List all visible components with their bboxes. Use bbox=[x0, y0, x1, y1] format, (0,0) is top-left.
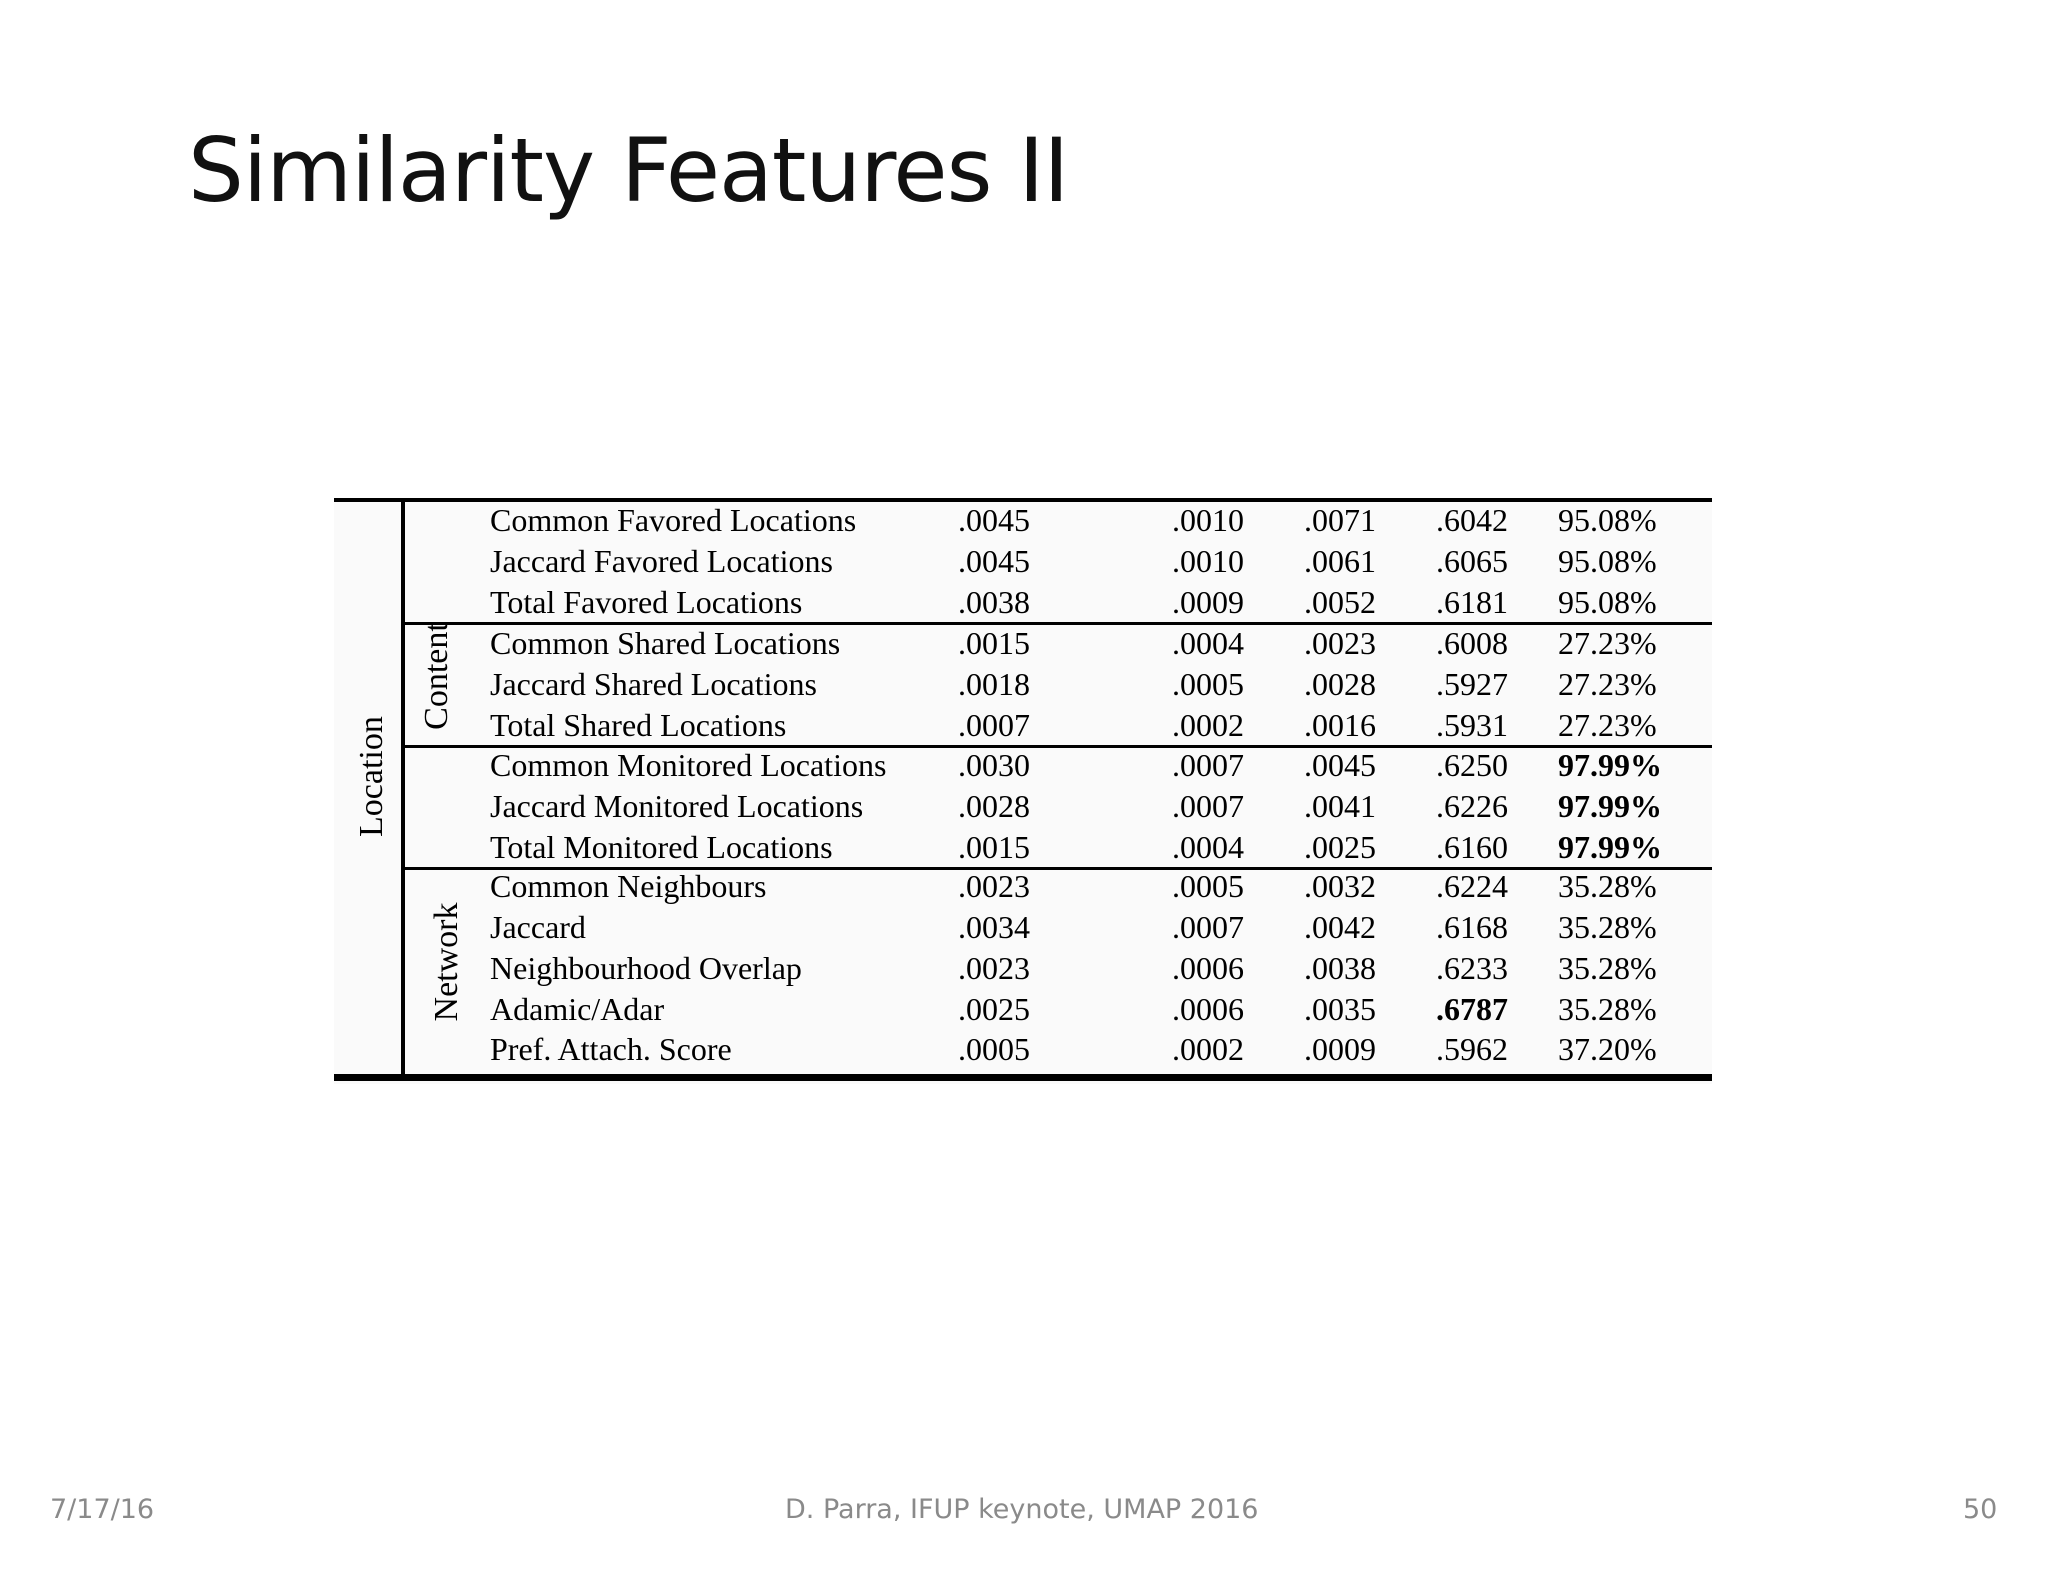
row-value-3: .0045 bbox=[1304, 747, 1376, 783]
row-value-3: .0032 bbox=[1304, 868, 1376, 904]
row-feature-name: Jaccard bbox=[490, 909, 586, 945]
table-row bbox=[0, 541, 1712, 581]
row-value-2: .0010 bbox=[1172, 543, 1244, 579]
row-value-3: .0028 bbox=[1304, 666, 1376, 702]
row-value-2: .0004 bbox=[1172, 829, 1244, 865]
slide-title: Similarity Features II bbox=[188, 119, 1069, 222]
row-value-2: .0009 bbox=[1172, 584, 1244, 620]
row-value-1: .0030 bbox=[958, 747, 1030, 783]
footer-page-number: 50 bbox=[1963, 1494, 1998, 1525]
table-row bbox=[0, 989, 1712, 1029]
row-value-2: .0010 bbox=[1172, 502, 1244, 538]
row-feature-name: Common Shared Locations bbox=[490, 625, 841, 661]
row-feature-name: Neighbourhood Overlap bbox=[490, 950, 802, 986]
table-row bbox=[0, 745, 1712, 785]
row-value-5: 27.23% bbox=[1558, 707, 1657, 743]
row-value-4: .5962 bbox=[1436, 1031, 1508, 1067]
row-value-1: .0023 bbox=[958, 950, 1030, 986]
footer-date: 7/17/16 bbox=[50, 1494, 155, 1525]
footer-center-text: D. Parra, IFUP keynote, UMAP 2016 bbox=[785, 1494, 1259, 1525]
row-value-2: .0007 bbox=[1172, 747, 1244, 783]
row-value-4: .6787 bbox=[1436, 991, 1508, 1027]
row-value-3: .0038 bbox=[1304, 950, 1376, 986]
table-row bbox=[0, 907, 1712, 947]
row-value-2: .0002 bbox=[1172, 1031, 1244, 1067]
row-value-3: .0071 bbox=[1304, 502, 1376, 538]
row-value-3: .0061 bbox=[1304, 543, 1376, 579]
table-row bbox=[0, 827, 1712, 867]
row-value-1: .0015 bbox=[958, 625, 1030, 661]
row-feature-name: Common Neighbours bbox=[490, 868, 767, 904]
row-value-4: .6168 bbox=[1436, 909, 1508, 945]
row-value-5: 95.08% bbox=[1558, 502, 1657, 538]
row-value-4: .6224 bbox=[1436, 868, 1508, 904]
row-value-4: .6160 bbox=[1436, 829, 1508, 865]
row-value-1: .0038 bbox=[958, 584, 1030, 620]
row-value-5: 35.28% bbox=[1558, 868, 1657, 904]
row-value-5: 35.28% bbox=[1558, 991, 1657, 1027]
row-value-2: .0006 bbox=[1172, 950, 1244, 986]
table-bottom-rule bbox=[334, 1074, 1712, 1081]
table-row bbox=[0, 664, 1712, 704]
table-row bbox=[0, 948, 1712, 988]
row-value-2: .0007 bbox=[1172, 909, 1244, 945]
group-label-location: Location bbox=[353, 716, 390, 837]
row-feature-name: Common Favored Locations bbox=[490, 502, 857, 538]
row-feature-name: Pref. Attach. Score bbox=[490, 1031, 732, 1067]
row-value-1: .0025 bbox=[958, 991, 1030, 1027]
table-row bbox=[0, 866, 1712, 906]
table-row bbox=[0, 500, 1712, 540]
row-value-3: .0042 bbox=[1304, 909, 1376, 945]
row-value-4: .5931 bbox=[1436, 707, 1508, 743]
row-value-4: .6226 bbox=[1436, 788, 1508, 824]
row-value-2: .0004 bbox=[1172, 625, 1244, 661]
row-value-1: .0034 bbox=[958, 909, 1030, 945]
row-value-1: .0015 bbox=[958, 829, 1030, 865]
table-row bbox=[0, 1029, 1712, 1069]
row-value-5: 35.28% bbox=[1558, 909, 1657, 945]
row-value-1: .0023 bbox=[958, 868, 1030, 904]
row-value-1: .0045 bbox=[958, 502, 1030, 538]
row-value-1: .0005 bbox=[958, 1031, 1030, 1067]
row-value-3: .0023 bbox=[1304, 625, 1376, 661]
row-value-5: 95.08% bbox=[1558, 584, 1657, 620]
table-row bbox=[0, 582, 1712, 622]
row-value-3: .0041 bbox=[1304, 788, 1376, 824]
row-value-1: .0007 bbox=[958, 707, 1030, 743]
row-value-4: .6233 bbox=[1436, 950, 1508, 986]
row-value-2: .0005 bbox=[1172, 666, 1244, 702]
row-value-1: .0028 bbox=[958, 788, 1030, 824]
table-row bbox=[0, 623, 1712, 663]
row-value-3: .0009 bbox=[1304, 1031, 1376, 1067]
row-feature-name: Total Favored Locations bbox=[490, 584, 803, 620]
row-value-4: .6181 bbox=[1436, 584, 1508, 620]
group-label-content: Content bbox=[418, 622, 455, 730]
table-row bbox=[0, 786, 1712, 826]
row-value-2: .0007 bbox=[1172, 788, 1244, 824]
row-feature-name: Jaccard Monitored Locations bbox=[490, 788, 864, 824]
row-value-4: .6008 bbox=[1436, 625, 1508, 661]
row-value-5: 97.99% bbox=[1558, 829, 1662, 865]
row-value-5: 27.23% bbox=[1558, 666, 1657, 702]
row-value-5: 35.28% bbox=[1558, 950, 1657, 986]
row-value-1: .0018 bbox=[958, 666, 1030, 702]
row-feature-name: Adamic/Adar bbox=[490, 991, 665, 1027]
group-label-network: Network bbox=[428, 902, 465, 1022]
row-value-4: .6042 bbox=[1436, 502, 1508, 538]
row-value-5: 37.20% bbox=[1558, 1031, 1657, 1067]
row-value-3: .0025 bbox=[1304, 829, 1376, 865]
row-value-1: .0045 bbox=[958, 543, 1030, 579]
row-value-4: .5927 bbox=[1436, 666, 1508, 702]
row-feature-name: Common Monitored Locations bbox=[490, 747, 887, 783]
row-value-3: .0016 bbox=[1304, 707, 1376, 743]
row-value-2: .0002 bbox=[1172, 707, 1244, 743]
row-value-3: .0052 bbox=[1304, 584, 1376, 620]
row-feature-name: Jaccard Shared Locations bbox=[490, 666, 817, 702]
row-value-5: 97.99% bbox=[1558, 747, 1662, 783]
row-value-4: .6250 bbox=[1436, 747, 1508, 783]
row-value-4: .6065 bbox=[1436, 543, 1508, 579]
row-feature-name: Total Shared Locations bbox=[490, 707, 787, 743]
row-feature-name: Jaccard Favored Locations bbox=[490, 543, 833, 579]
row-value-5: 27.23% bbox=[1558, 625, 1657, 661]
row-feature-name: Total Monitored Locations bbox=[490, 829, 833, 865]
row-value-5: 97.99% bbox=[1558, 788, 1662, 824]
row-value-5: 95.08% bbox=[1558, 543, 1657, 579]
table-row bbox=[0, 705, 1712, 745]
row-value-2: .0005 bbox=[1172, 868, 1244, 904]
row-value-2: .0006 bbox=[1172, 991, 1244, 1027]
row-value-3: .0035 bbox=[1304, 991, 1376, 1027]
